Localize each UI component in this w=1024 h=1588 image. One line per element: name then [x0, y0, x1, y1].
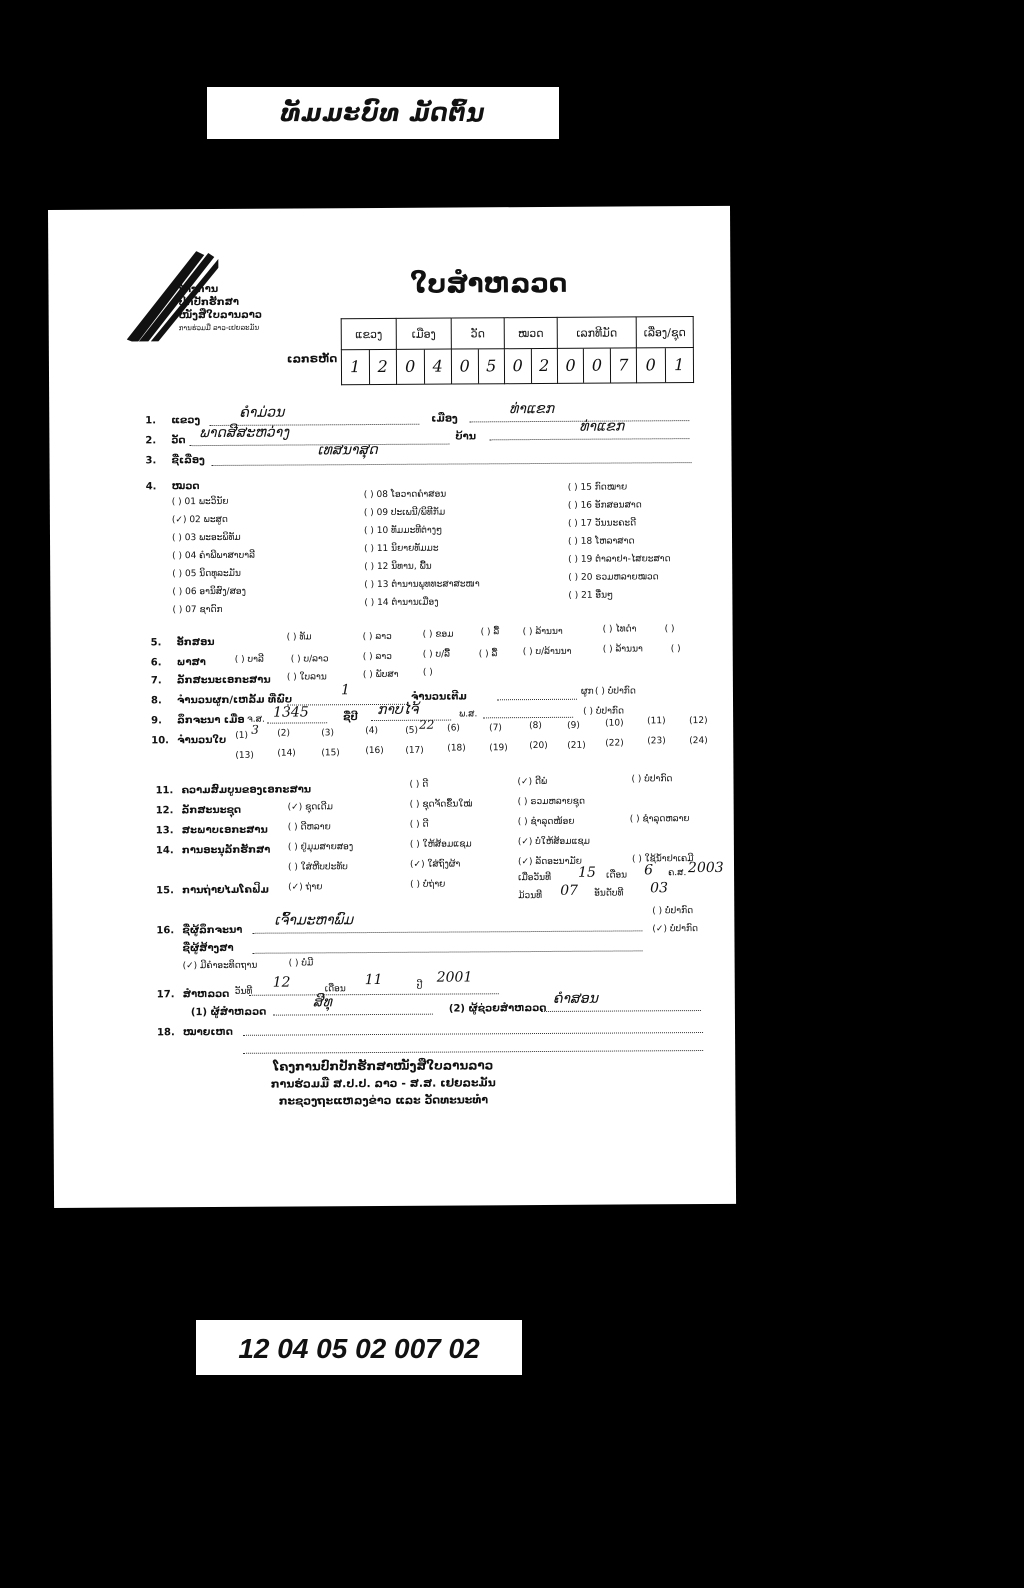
code-digit: 4 [423, 350, 451, 384]
script-option: ( ) ໄທດຳ [602, 624, 637, 635]
film-day-value: 15 [578, 864, 596, 881]
conservation-option: ( ) ໃສ່ຫີບປະທັບ [287, 862, 348, 873]
field-label: ອັກສອນ [176, 636, 215, 649]
script-option: ( ) ລາວ [362, 631, 392, 643]
month-label: ເດືອນ [606, 870, 628, 881]
code-digit: 0 [583, 349, 610, 383]
category-option: ( ) 20 ຣວມຫລາຍໝວດ [568, 572, 659, 583]
leaf-slot: (1) [235, 730, 248, 741]
footer-line-3: ກະຊວງຖະແຫລງຂ່າວ ແລະ ວັດທະນະທຳ [278, 1093, 489, 1108]
year-value: 1345 [273, 704, 309, 721]
form-title: ໃບສຳຫລວດ [410, 268, 568, 300]
category-option: ( ) 12 ນິທານ, ພື້ນ [364, 561, 432, 573]
org-line-1: ໂຄງການ [178, 283, 219, 296]
field-label: ຊື່ຜູ້ສ້າງສາ [182, 942, 234, 955]
category-option: ( ) 06 ອານິສົງ/ສອງ [172, 586, 246, 598]
script-option: ( ) ລ້ານນາ [522, 626, 563, 638]
field-label: ໝວດ [171, 481, 200, 493]
field-label: ຈຳນວນເຕີມ [410, 691, 467, 703]
form-footer [223, 1057, 543, 1110]
code-digit: 0 [405, 356, 416, 376]
field-number: 1. [145, 415, 157, 427]
village-value: ທ່າແຂກ [579, 418, 625, 435]
code-label: ເລກຣຫັດ [286, 352, 338, 366]
leaf-slot: (16) [365, 745, 384, 757]
code-digit: 2 [368, 350, 396, 384]
code-digit: 1 [664, 348, 693, 382]
code-digit: 5 [477, 349, 504, 383]
code-digit: 0 [459, 356, 470, 376]
leaf-slot: (7) [489, 723, 502, 734]
field-number: 7. [150, 675, 162, 687]
era-label: ພ.ສ. [459, 709, 478, 720]
header-label: ທັມມະບົທ ມັດຕົ້ນ [207, 87, 559, 139]
category-option: ( ) 11 ນິຍາຍທັມມະ [364, 543, 439, 555]
code-digit: 7 [610, 348, 637, 382]
leaf-value: 22 [419, 717, 435, 732]
code-header: ເມືອງ [396, 318, 451, 349]
leaf-slot: (15) [321, 748, 340, 759]
leaf-slot: (19) [489, 743, 508, 754]
field-number: 14. [155, 845, 174, 857]
helper-label: (2) ຜູ້ຊ່ວຍສຳຫລວດ [448, 1002, 547, 1015]
category-option: (✓) 02 ພະສູດ [171, 514, 228, 526]
leaf-slot: (12) [689, 715, 708, 727]
footer-line-1: ໂຄງການປົກປັກຮັກສາໜັງສືໃບລານລາວ [273, 1058, 494, 1074]
code-digit: 1 [350, 357, 361, 377]
field-label: ບ້ານ [455, 431, 477, 443]
category-option: ( ) 14 ຕຳນານເມືອງ [364, 597, 439, 609]
field-label: ວັດ [171, 435, 186, 447]
leaf-slot: (13) [235, 750, 254, 761]
leaf-slot: (6) [447, 723, 460, 734]
code-digit: 0 [645, 355, 656, 375]
leaf-value: 3 [251, 722, 259, 737]
language-option: ( ) [670, 644, 681, 655]
leaf-slot: (11) [647, 716, 666, 727]
surveyor-value: ສີທຸ [312, 994, 332, 1011]
category-option: ( ) 09 ປະເພນີ/ພິທີກັມ [363, 507, 446, 519]
surveyor-label: (1) ຜູ້ສຳຫລວດ [190, 1006, 267, 1019]
leaf-slot: (23) [647, 736, 666, 747]
leaf-slot: (24) [689, 735, 708, 747]
code-header: ວັດ [451, 318, 504, 349]
reel-value: 07 [560, 882, 579, 899]
survey-month-value: 11 [364, 971, 383, 989]
leaf-slot: (4) [365, 725, 378, 737]
leaf-slot: (14) [277, 748, 296, 759]
date-label: ເມື່ອວັນທີ [518, 872, 552, 884]
category-option: ( ) 16 ອັກສອນສາດ [567, 500, 642, 511]
reel-label: ມ້ວນທີ [518, 890, 543, 902]
doc-type-option: ( ) ໃບລານ [286, 672, 327, 683]
code-digit: 0 [512, 356, 523, 376]
survey-year-value: 2001 [436, 969, 473, 986]
temple-value: ພາດສີສະຫວ່າງ [199, 424, 290, 442]
conservation-option: (✓) ລັດອະນາມັຍ [517, 856, 582, 868]
field-label: ຈຳນວນຜູກ/ເຫລັ້ມ ທີ່ພົບ [176, 694, 293, 707]
footer-line-2: ການຮ່ວມມື ສ.ປ.ປ. ລາວ - ສ.ສ. ເຢຍລະມັນ [270, 1076, 496, 1091]
category-option: ( ) 18 ໂຫລາສາດ [568, 536, 635, 547]
leaf-slot: (10) [605, 718, 624, 729]
unknown-option: ( ) ບໍ່ປາກົດ [594, 686, 636, 697]
language-option: ( ) ລ້ານນາ [602, 644, 643, 655]
organization-block [178, 283, 262, 336]
field-label: ລັກສະນະຊຸດ [181, 804, 242, 817]
field-label: ລຶກຈະນາ ເມື່ອ [177, 714, 245, 727]
month-label: ເດືອນ [324, 984, 346, 995]
language-option: ( ) ລາວ [362, 651, 392, 663]
category-option: ( ) 13 ຕຳນານພຸທທະສາສະໜາ [364, 579, 480, 591]
field-label: ຈຳນວນໃບ [177, 734, 227, 747]
year-label: ຄ.ສ. [668, 868, 687, 879]
field-number: 5. [150, 637, 162, 649]
category-option: ( ) 17 ວັນນະຄະດີ [567, 518, 637, 529]
leaf-slot: (20) [529, 740, 548, 752]
doc-type-option: ( ) ພັບສາ [362, 669, 399, 681]
category-option: ( ) 01 ພະວິນັຍ [171, 496, 229, 508]
film-year-value: 2003 [687, 859, 724, 877]
set-option: ( ) ຊຸດຈັດຂຶ້ນໃໝ່ [409, 799, 473, 810]
survey-day-value: 12 [272, 974, 291, 991]
category-option: ( ) 10 ທັມມະທີຕ່າງໆ [363, 525, 443, 537]
code-header: ແຂວງ [341, 318, 396, 349]
field-number: 17. [156, 989, 175, 1001]
set-option: ( ) ຣວມຫລາຍຊຸດ [517, 796, 585, 808]
order-value: 03 [650, 880, 669, 897]
code-header: ເລື່ອງ/ຊຸດ [636, 317, 693, 348]
code-header: ເລກທີມັດ [557, 317, 636, 348]
language-option: ( ) ບ/ລາວ [290, 654, 329, 665]
leaf-slot: (3) [321, 728, 334, 739]
condition-option: ( ) ບໍ່ປາກົດ [631, 774, 673, 785]
field-label: ລັກສະນະເອກະສານ [176, 674, 271, 687]
script-option: ( ) ຂອມ [422, 629, 454, 640]
microfilm-option: (✓) ຖ່າຍ [288, 882, 323, 893]
dedication-option: ( ) ບໍ່ມີ [288, 958, 314, 969]
field-number: 6. [150, 657, 162, 669]
field-number: 4. [145, 481, 157, 493]
field-label: ສະພາບເອກະສານ [181, 824, 268, 837]
unknown-option: ( ) ບໍ່ປາກົດ [583, 706, 625, 717]
field-label: ແຂວງ [171, 415, 201, 427]
condition-option: ( ) ດີ [409, 779, 429, 790]
field-number: 11. [155, 785, 174, 797]
condition-option: (✓) ດີພໍ [517, 776, 548, 788]
state-option: ( ) ດີ [409, 819, 429, 830]
code-table [341, 316, 694, 385]
field-number: 9. [151, 715, 162, 727]
field-number: 10. [151, 735, 169, 747]
helper-value: ຄຳສອນ [552, 990, 598, 1007]
unknown-option: (✓) ບໍ່ປາກົດ [652, 924, 699, 935]
leaf-slot: (18) [447, 743, 466, 754]
category-option: ( ) 03 ພະອະພິທັມ [171, 532, 241, 544]
field-number: 16. [156, 925, 175, 937]
language-option: ( ) ບາລີ [234, 654, 264, 665]
order-label: ອັນດັບທີ [594, 888, 624, 899]
state-option: ( ) ດີຫລາຍ [287, 822, 331, 833]
doc-type-option: ( ) [422, 667, 433, 678]
year-name-value: ກາບໄຈ້ [377, 701, 419, 718]
language-option: ( ) ບ/ລ້ານນາ [522, 646, 572, 658]
script-option: ( ) ທັມ [286, 632, 312, 643]
category-option: ( ) 05 ນິດທຸລະມັນ [172, 568, 241, 580]
field-label: ເມືອງ [431, 413, 458, 425]
set-option: (✓) ຊຸດເດີມ [287, 802, 334, 813]
field-number: 12. [155, 805, 174, 817]
field-label: ຊື່ປີ [343, 712, 358, 724]
conservation-option: ( ) ຢູ່ມຸມສາຍສອງ [287, 842, 354, 853]
field-label: ການອະນຸລັກຮັກສາ [181, 844, 271, 857]
field-number: 3. [145, 455, 157, 467]
unknown-option: ( ) ບໍ່ປາກົດ [652, 906, 694, 917]
leaf-slot: (17) [405, 745, 424, 756]
microfilm-option: ( ) ບໍ່ຖ່າຍ [410, 879, 446, 890]
day-label: ວັນທີ [234, 986, 253, 997]
code-digit: 0 [565, 355, 576, 375]
category-option: ( ) 08 ໂອວາດຄຳສອນ [363, 489, 447, 501]
script-option: ( ) ລື້ [480, 627, 500, 638]
language-option: ( ) ບ/ລື້ [422, 649, 451, 660]
dedication-option: (✓) ມີຄຳອະທິດຖານ [182, 960, 258, 972]
leaf-slot: (2) [277, 728, 290, 739]
era-label: ຈ.ສ. [247, 714, 265, 725]
language-option: ( ) ລື້ [478, 649, 498, 660]
code-digit: 2 [530, 349, 557, 383]
category-option: ( ) 07 ຊາດົກ [172, 604, 223, 616]
category-option: ( ) 15 ກົດໝາຍ [567, 482, 628, 493]
survey-form-sheet [48, 206, 736, 1208]
film-month-value: 6 [643, 862, 654, 879]
category-option: ( ) 04 ຄຳພີພາສາບາລີ [172, 550, 255, 562]
field-label: ການຖ່າຍໄມໂຄຟິມ [182, 884, 270, 897]
leaf-slot: (5) [405, 725, 418, 736]
leaf-slot: (9) [567, 720, 580, 731]
field-number: 2. [145, 435, 157, 447]
conservation-option: (✓) ບໍ່ໃຫ້ສ້ອມແຊມ [517, 836, 590, 848]
bundle-count-value: 1 [340, 682, 350, 699]
field-label: ໝາຍເຫດ [182, 1026, 233, 1039]
field-label: ຊື່ເລື່ອງ [171, 455, 205, 467]
leaf-slot: (21) [567, 740, 586, 751]
org-line-4: ການຮ່ວມມື ລາວ-ເຢຍລະມັນ [178, 323, 260, 333]
scribe-value: ເຈົ້າມະຫາພົມ [274, 912, 354, 929]
category-option: ( ) 19 ຕຳລາຢາ-ໄສຍະສາດ [568, 554, 671, 565]
state-option: ( ) ຊຳລຸດໜ້ອຍ [517, 816, 575, 828]
category-option: ( ) 21 ອື່ນໆ [568, 590, 614, 601]
org-line-3: ໜັງສືໃບລານລາວ [178, 309, 263, 322]
leaf-slot: (22) [605, 738, 624, 749]
state-option: ( ) ຊຳລຸດຫລາຍ [629, 814, 690, 825]
field-label: ຊື່ຜູ້ລຶກຈະນາ [182, 924, 243, 937]
unit-label: ຜູກ [580, 686, 594, 697]
field-number: 18. [156, 1027, 175, 1039]
field-number: 13. [155, 825, 174, 837]
field-label: ຄວາມສົມບູນຂອງເອກະສານ [181, 784, 312, 797]
field-label: ສຳຫລວດ [182, 988, 230, 1001]
org-line-2: ປົກປັກຮັກສາ [178, 296, 240, 309]
conservation-option: (✓) ໃສ່ຖົງຜ້າ [409, 859, 461, 870]
code-header: ໝວດ [504, 317, 557, 348]
leaf-slot: (8) [529, 720, 542, 732]
script-option: ( ) [664, 624, 675, 635]
field-number: 15. [156, 885, 174, 897]
conservation-option: ( ) ໃຊ້ນ້ຳຢາເຄມີ [631, 854, 694, 865]
title-value: ເທສນາສຸດ [317, 441, 378, 459]
province-value: ຄຳມ່ວນ [239, 404, 285, 421]
district-value: ທ່າແຂກ [509, 400, 555, 418]
manuscript-number-label: 12 04 05 02 007 02 [196, 1320, 522, 1375]
conservation-option: ( ) ໃຫ້ສ້ອມແຊມ [409, 839, 472, 850]
field-number: 8. [150, 695, 162, 707]
year-label: ປີ [416, 981, 423, 992]
field-label: ພາສາ [176, 657, 206, 669]
